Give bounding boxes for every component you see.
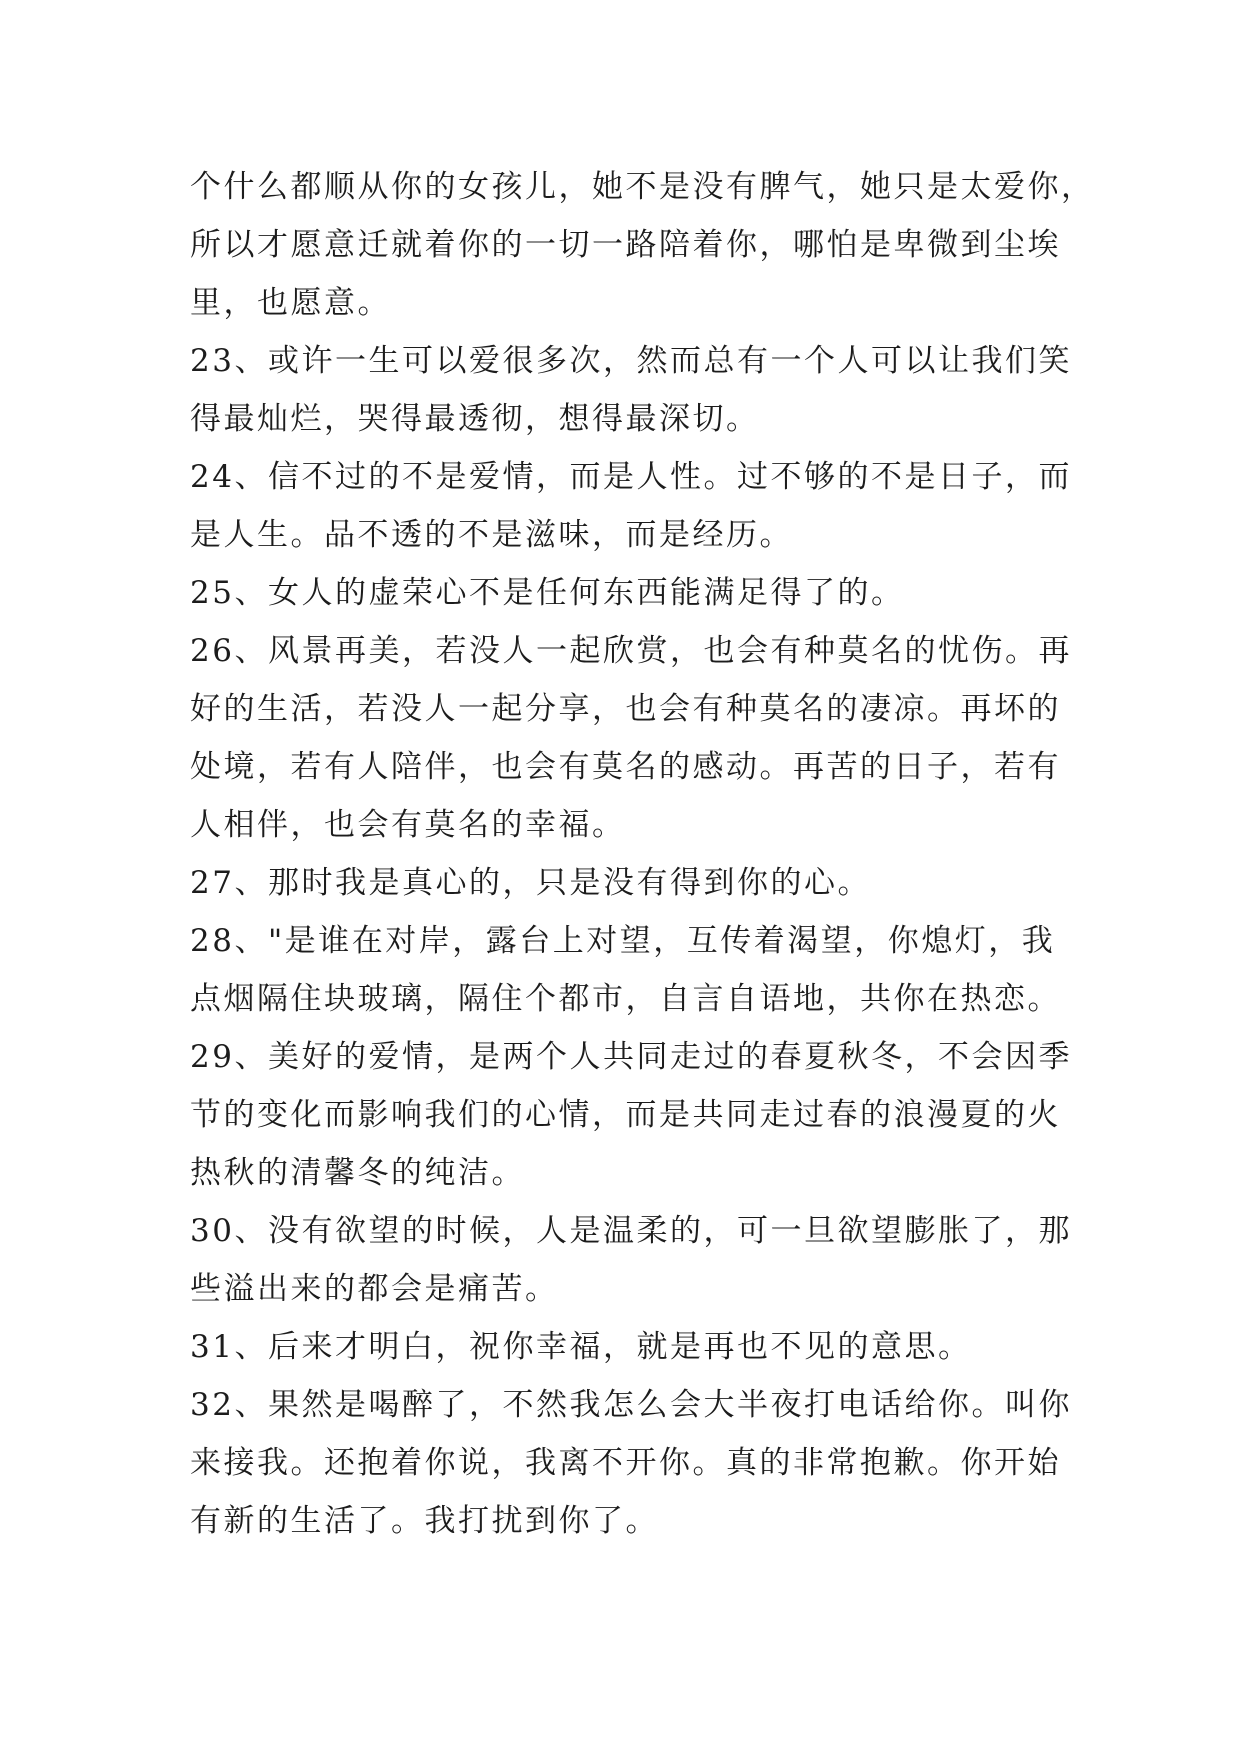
text-line: 个什么都顺从你的女孩儿，她不是没有脾气，她只是太爱你， [190,169,1095,205]
text-line: 里，也愿意。 [190,285,391,321]
text-line: 是人生。品不透的不是滋味，而是经历。 [190,517,793,553]
text-line: 25、女人的虚荣心不是任何东西能满足得了的。 [190,575,905,611]
text-line: 29、美好的爱情，是两个人共同走过的春夏秋冬，不会因季 [190,1039,1072,1075]
text-line: 24、信不过的不是爱情，而是人性。过不够的不是日子，而 [190,459,1072,495]
text-line: 所以才愿意迁就着你的一切一路陪着你，哪怕是卑微到尘埃 [190,227,1061,263]
text-line: 28、"是谁在对岸，露台上对望，互传着渴望，你熄灯，我 [190,923,1056,959]
text-line: 有新的生活了。我打扰到你了。 [190,1503,659,1539]
text-line: 些溢出来的都会是痛苦。 [190,1271,559,1307]
text-line: 节的变化而影响我们的心情，而是共同走过春的浪漫夏的火 [190,1097,1061,1133]
text-line: 处境，若有人陪伴，也会有莫名的感动。再苦的日子，若有 [190,749,1061,785]
text-line: 32、果然是喝醉了，不然我怎么会大半夜打电话给你。叫你 [190,1387,1072,1423]
text-line: 23、或许一生可以爱很多次，然而总有一个人可以让我们笑 [190,343,1072,379]
text-line: 26、风景再美，若没人一起欣赏，也会有种莫名的忧伤。再 [190,633,1072,669]
text-line: 热秋的清馨冬的纯洁。 [190,1155,525,1191]
text-line: 点烟隔住块玻璃，隔住个都市，自言自语地，共你在热恋。 [190,981,1061,1017]
text-line: 30、没有欲望的时候，人是温柔的，可一旦欲望膨胀了，那 [190,1213,1072,1249]
text-line: 得最灿烂，哭得最透彻，想得最深切。 [190,401,760,437]
body-text [190,158,1095,1550]
text-line: 31、后来才明白，祝你幸福，就是再也不见的意思。 [190,1329,972,1365]
text-line: 好的生活，若没人一起分享，也会有种莫名的凄凉。再坏的 [190,691,1061,727]
text-line: 人相伴，也会有莫名的幸福。 [190,807,626,843]
text-line: 27、那时我是真心的，只是没有得到你的心。 [190,865,871,901]
text-line: 来接我。还抱着你说，我离不开你。真的非常抱歉。你开始 [190,1445,1061,1481]
